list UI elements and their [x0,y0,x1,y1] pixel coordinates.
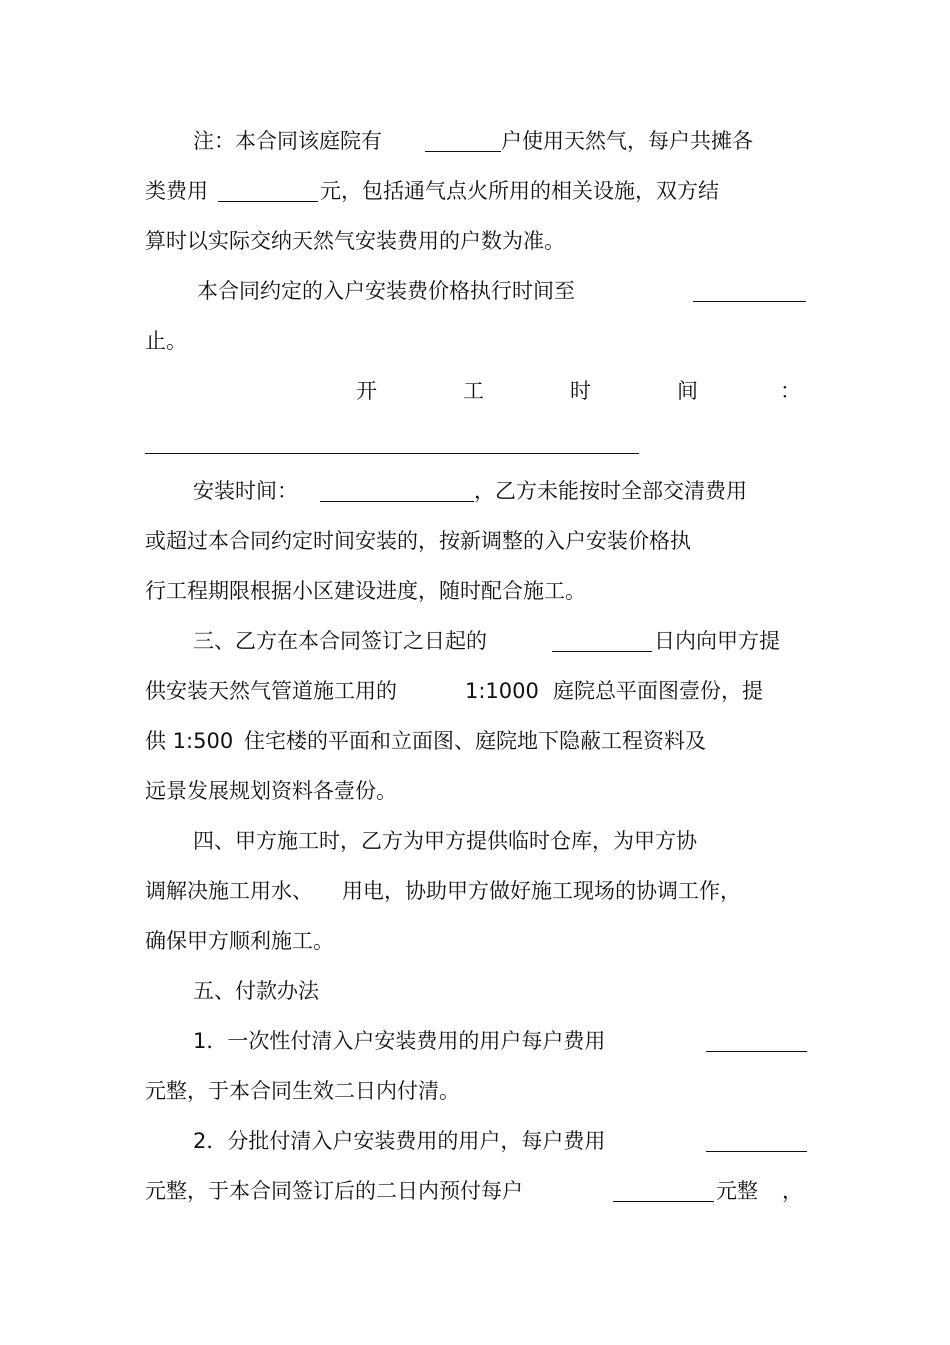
section3-text-2c: 庭院总平面图壹份，提 [553,679,763,703]
section4-text-2b: 用电，协助甲方做好施工现场的协调工作， [342,879,741,903]
section5-item2-text-2c: ， [782,1179,803,1203]
section5-heading: 五、付款办法 [193,979,319,1003]
price-term-text-2: 止。 [145,329,187,353]
note-text-2b: 元，包括通气点火所用的相关设施，双方结 [320,179,719,203]
section3-scale-500: 供 1:500 [145,729,234,753]
section4-text-3: 确保甲方顺利施工。 [145,929,334,953]
section3-text-2a: 供安装天然气管道施工用的 [145,679,397,703]
start-time-char-3: 时 [570,379,591,403]
section3-scale-1000: 1:1000 [465,679,539,703]
households-count-blank [425,151,501,152]
installment-fee-blank [706,1151,807,1152]
install-time-text-1a: 安装时间： [193,479,298,503]
prepayment-blank [613,1201,714,1202]
start-time-char-4: 间 [677,379,698,403]
shared-fee-blank [218,201,318,202]
start-time-blank [145,453,639,454]
section5-item1-text-2: 元整，于本合同生效二日内付清。 [145,1079,460,1103]
section5-item2-text-2a: 元整，于本合同签订后的二日内预付每户 [145,1179,523,1203]
section4-text-1: 四、甲方施工时，乙方为甲方提供临时仓库，为甲方协 [193,829,697,853]
note-text-2a: 类费用 [145,179,208,203]
section3-text-1a: 三、乙方在本合同签订之日起的 [193,629,487,653]
start-time-char-5: ： [780,379,801,403]
note-text-3: 算时以实际交纳天然气安装费用的户数为准。 [145,229,565,253]
start-time-char-1: 开 [356,379,377,403]
price-term-date-blank [693,301,806,302]
section3-text-1b: 日内向甲方提 [654,629,780,653]
install-time-text-3: 行工程期限根据小区建设进度，随时配合施工。 [145,579,586,603]
install-time-blank [320,501,474,502]
start-time-char-2: 工 [463,379,484,403]
section5-item2-text-2b: 元整 [716,1179,758,1203]
install-time-text-1b: ，乙方未能按时全部交清费用 [474,479,747,503]
price-term-text-1: 本合同约定的入户安装费价格执行时间至 [197,279,575,303]
section5-item1-text-1: 1．一次性付清入户安装费用的用户每户费用 [193,1029,606,1053]
section3-text-3b: 住宅楼的平面和立面图、庭院地下隐蔽工程资料及 [244,729,706,753]
section5-item2-text-1: 2．分批付清入户安装费用的用户，每户费用 [193,1129,606,1153]
section3-text-4: 远景发展规划资料各壹份。 [145,779,397,803]
section4-text-2a: 调解决施工用水、 [145,879,313,903]
note-text-1b: 户使用天然气，每户共摊各 [501,129,753,153]
lump-sum-fee-blank [706,1051,807,1052]
section3-days-blank [552,651,652,652]
note-text-1a: 注：本合同该庭院有 [193,129,382,153]
install-time-text-2: 或超过本合同约定时间安装的，按新调整的入户安装价格执 [145,529,691,553]
